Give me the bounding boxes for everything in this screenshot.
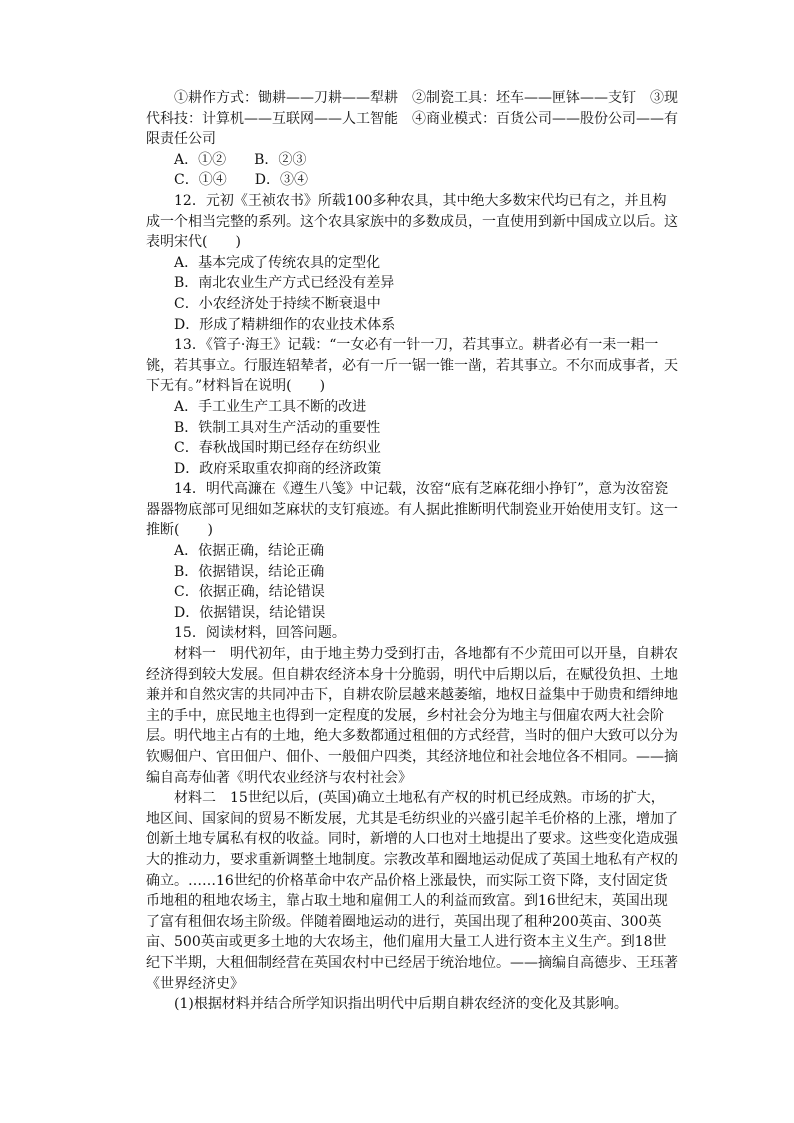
q15-material-1: 材料一 明代初年，由于地主势力受到打击，各地都有不少荒田可以开垦，自耕农经济得到较大发展。但自耕农经济本身十分脆弱，明代中后期以后，在赋役负担、土地兼并和自然灾害的共同冲击下，自耕农阶层越来越萎缩，地权日益集中于勋贵和缙绅地主的手中，庶民地主也得到一定程度的发展，乡村社会分为地主与佃雇农两大社会阶层。明代地主占有的土地，绝大多数都通过租佃的方式经营，当时的佃户大致可以分为钦赐佃户、官田佃户、佃仆、一般佃户四类，其经济地位和社会地位各不相同。——摘编自高寿仙著《明代农业经济与农村社会》	[146, 646, 678, 786]
q11-option-d: D．③④	[254, 172, 308, 189]
q15-stem: 15．阅读材料，回答问题。	[174, 625, 346, 642]
q11-options-row-2	[146, 170, 678, 191]
q14-option-d: D．依据错误，结论错误	[174, 604, 326, 621]
q12-option-a: A．基本完成了传统农具的定型化	[174, 254, 381, 271]
q12-option-b: B．南北农业生产方式已经没有差异	[174, 275, 395, 292]
q14-stem: 14．明代高濂在《遵生八笺》中记载，汝窑“底有芝麻花细小挣钉”，意为汝窑瓷器器物底部可见细如芝麻状的支钉痕迹。有人据此推断明代制瓷业开始使用支钉。这一推断( )	[146, 481, 678, 539]
q12-option-d: D．形成了精耕细作的农业技术体系	[174, 316, 396, 333]
q13-option-a: A．手工业生产工具不断的改进	[174, 398, 367, 415]
q14-option-c: C．依据正确，结论错误	[174, 584, 325, 601]
q15-material-2: 材料二 15世纪以后，(英国)确立土地私有产权的时机已经成熟。市场的扩大，地区间、国家间的贸易不断发展，尤其是毛纺织业的兴盛引起羊毛价格的上涨，增加了创新土地专属私有权的收益。同时，新增的人口也对土地提出了要求。这些变化造成强大的推动力，要求重新调整土地制度。宗教改革和圈地运动促成了英国土地私有产权的确立。……16世纪的价格革命中农产品价格上涨最快，而实际工资下降，支付固定货币地租的租地农场主，靠占取土地和雇佣工人的利益而致富。到16世纪末，英国出现了富有租佃农场主阶级。伴随着圈地运动的进行，英国出现了租种200英亩、300英亩、500英亩或更多土地的大农场主，他们雇用大量工人进行资本主义生产。到18世纪下半期，大租佃制经营在英国农村中已经居于统治地位。——摘编自高德步、王珏著《世界经济史》	[146, 790, 678, 992]
q13-option-c: C．春秋战国时期已经存在纺织业	[174, 440, 381, 457]
q12-option-c: C．小农经济处于持续不断衰退中	[174, 295, 381, 312]
q11-stem: ①耕作方式：锄耕——刀耕——犁耕 ②制瓷工具：坯车——匣钵——支钉 ③现代科技：计算机——互联网——人工智能 ④商业模式：百货公司——股份公司——有限责任公司	[146, 90, 678, 148]
q11-option-c: C．①④	[174, 172, 227, 189]
q13-stem: 13．《管子·海王》记载：“一女必有一针一刀，若其事立。耕者必有一耒一耜一铫，若其事立。行服连轺辇者，必有一斤一锯一锥一凿，若其事立。不尔而成事者，天下无有。”材料旨在说明( )	[146, 337, 678, 395]
q14-option-b: B．依据错误，结论正确	[174, 563, 325, 580]
q13-option-d: D．政府采取重农抑商的经济政策	[174, 460, 382, 477]
q13-option-b: B．铁制工具对生产活动的重要性	[174, 419, 381, 436]
q11-options-row-1	[146, 150, 678, 171]
q15-subquestion-1: (1)根据材料并结合所学知识指出明代中后期自耕农经济的变化及其影响。	[174, 996, 628, 1013]
q14-option-a: A．依据正确，结论正确	[174, 543, 325, 560]
q11-option-b: B．②③	[254, 151, 307, 168]
q12-stem: 12．元初《王祯农书》所载100多种农具，其中绝大多数宋代均已有之，并且构成一个相当完整的系列。这个农具家族中的多数成员，一直使用到新中国成立以后。这表明宋代( )	[146, 192, 678, 251]
document-page	[146, 88, 678, 1015]
q11-option-a: A．①②	[174, 151, 227, 168]
